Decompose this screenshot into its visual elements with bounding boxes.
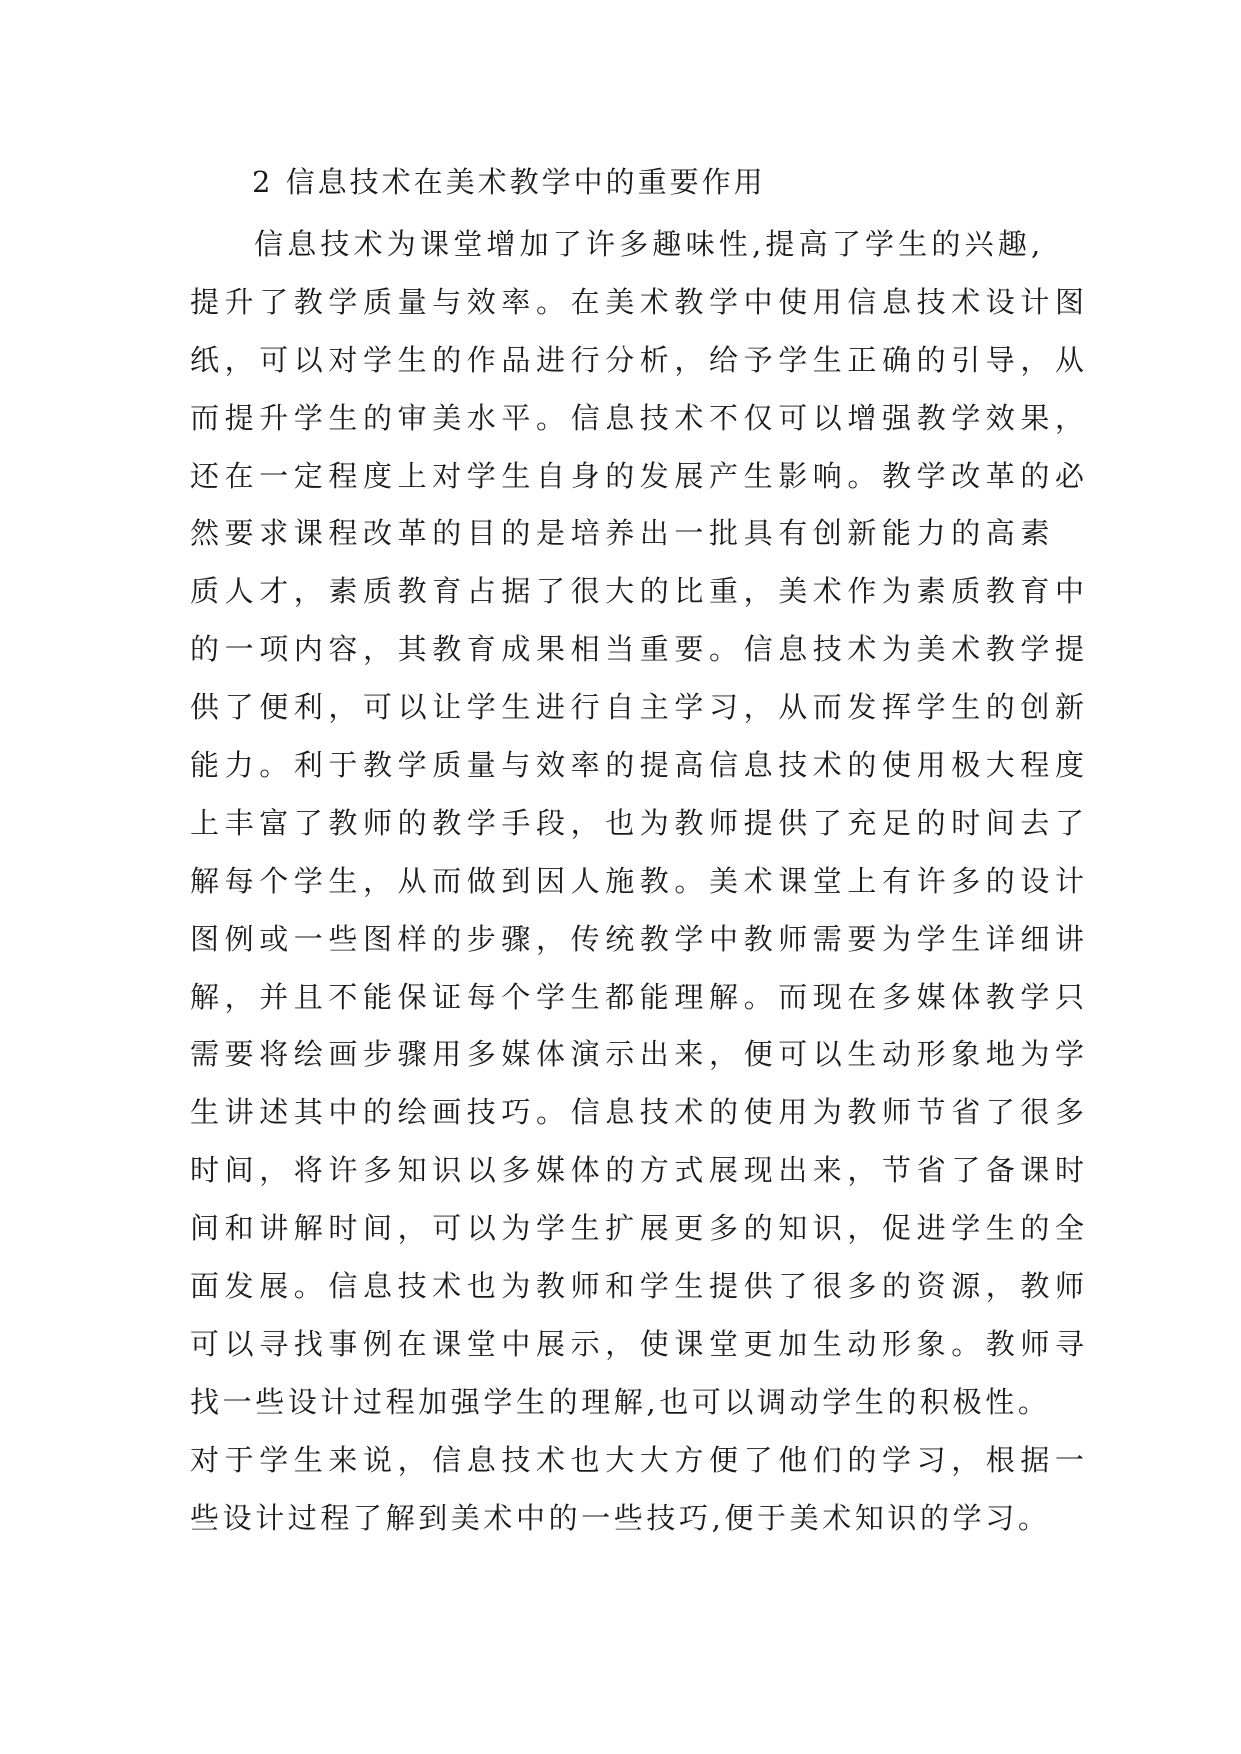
text-line: 找一些设计过程加强学生的理解,也可以调动学生的积极性。 — [190, 1384, 1051, 1419]
text-line: 纸，可以对学生的作品进行分析，给予学生正确的引导，从 — [190, 342, 1090, 377]
body-paragraph — [190, 216, 1090, 1547]
text-line: 时间，将许多知识以多媒体的方式展现出来，节省了备课时 — [190, 1153, 1090, 1188]
text-line: 生讲述其中的绘画技巧。信息技术的使用为教师节省了很多 — [190, 1095, 1090, 1130]
text-line: 解每个学生，从而做到因人施教。美术课堂上有许多的设计 — [190, 863, 1090, 898]
section-heading: 2 信息技术在美术教学中的重要作用 — [252, 165, 766, 199]
text-line: 而提升学生的审美水平。信息技术不仅可以增强教学效果， — [190, 400, 1090, 435]
text-line: 信息技术为课堂增加了许多趣味性,提高了学生的兴趣, — [254, 227, 1045, 261]
text-line: 面发展。信息技术也为教师和学生提供了很多的资源，教师 — [190, 1269, 1090, 1304]
text-line: 间和讲解时间，可以为学生扩展更多的知识，促进学生的全 — [190, 1211, 1090, 1246]
text-line: 些设计过程了解到美术中的一些技巧,便于美术知识的学习。 — [190, 1500, 1051, 1535]
text-line: 图例或一些图样的步骤，传统教学中教师需要为学生详细讲 — [190, 921, 1090, 956]
text-line: 供了便利，可以让学生进行自主学习，从而发挥学生的创新 — [190, 690, 1090, 725]
text-line: 然要求课程改革的目的是培养出一批具有创新能力的高素 — [190, 516, 1056, 551]
text-line: 还在一定程度上对学生自身的发展产生影响。教学改革的必 — [190, 458, 1090, 493]
text-line: 提升了教学质量与效率。在美术教学中使用信息技术设计图 — [190, 284, 1090, 319]
text-line: 可以寻找事例在课堂中展示，使课堂更加生动形象。教师寻 — [190, 1326, 1090, 1361]
text-line: 解，并且不能保证每个学生都能理解。而现在多媒体教学只 — [190, 979, 1090, 1014]
text-line: 需要将绘画步骤用多媒体演示出来，便可以生动形象地为学 — [190, 1037, 1090, 1072]
text-line: 质人才，素质教育占据了很大的比重，美术作为素质教育中 — [190, 574, 1090, 609]
text-line: 能力。利于教学质量与效率的提高信息技术的使用极大程度 — [190, 748, 1090, 783]
text-line: 对于学生来说，信息技术也大大方便了他们的学习，根据一 — [190, 1442, 1090, 1477]
text-line: 上丰富了教师的教学手段，也为教师提供了充足的时间去了 — [190, 805, 1090, 840]
text-line: 的一项内容，其教育成果相当重要。信息技术为美术教学提 — [190, 632, 1090, 667]
